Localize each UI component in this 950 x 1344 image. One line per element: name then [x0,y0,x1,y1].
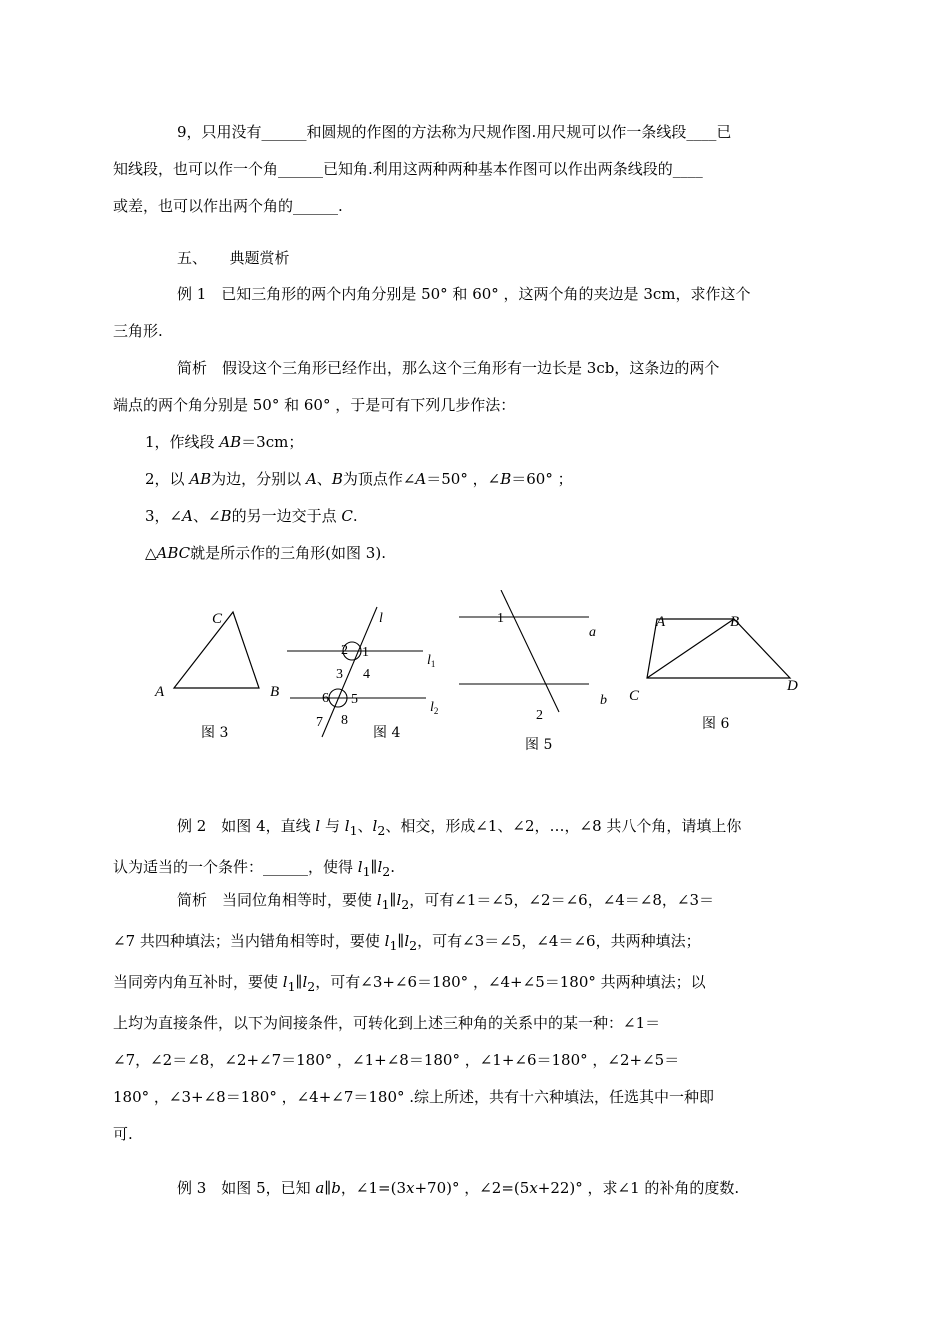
example-1-analysis: 简析 假设这个三角形已经作出，那么这个三角形有一边长是 3cb，这条边的两个 端点的两个角分别是 50° 和 60° ，于是可有下列几步作法： 1，作线段 AB＝3cm； 2，以 AB为边，分别以 A、B为顶点作∠A＝50° ，∠B＝60° ； 3，∠A、∠B的另一边交于点 C. △ABC就是所示作的三角形(如图 3). [113,359,720,562]
example-3: 例 3 如图 5，已知 a∥b，∠1=(3x+70)° ，∠2=(5x+22)° ，求∠1 的补角的度数. [177,1179,740,1197]
fig4-label-l: l [379,611,383,626]
q9-line1: 9，只用没有______和圆规的作图的方法称为尺规作图.用尺规可以作一条线段____已 [177,123,732,141]
fig5-angle-1: 1 [497,611,504,626]
example-1 [113,276,805,350]
fig5-caption: 图 5 [525,737,553,753]
ex1-line2: 三角形. [113,322,163,340]
fig6-label-a: A [656,614,666,630]
fig3-label-a: A [155,684,165,700]
figure-5 [459,590,589,712]
trapezoid-abdc [647,619,790,678]
fig6-label-b: B [730,614,740,630]
fig3-label-c: C [212,611,223,627]
figure-4 [287,607,426,737]
fig4-angle-7: 7 [316,715,323,730]
q9-line3: 或差，也可以作出两个角的______. [113,197,343,215]
fig4-label-l2: $l_2$ [430,700,439,716]
fig4-angle-8: 8 [341,713,348,728]
transversal [501,590,559,712]
fig4-angle-5: 5 [351,692,358,707]
fig4-angle-4: 4 [363,667,370,682]
figure-6 [647,619,790,678]
ex1-line1: 例 1 已知三角形的两个内角分别是 50° 和 60° ，这两个角的夹边是 3cm，求作这个 [177,285,751,303]
fig4-angle-1: 1 [362,645,369,660]
q9-line2: 知线段，也可以作一个角______已知角.利用这两种两种基本作图可以作出两条线段的____ [113,160,703,178]
fig3-label-b: B [270,684,280,700]
conclusion: △ABC就是所示作的三角形(如图 3). [145,544,386,562]
fig6-label-c: C [629,688,640,704]
figures-row [0,590,950,770]
step-3: 3，∠A、∠B的另一边交于点 C. [145,507,358,525]
fig4-angle-6: 6 [322,691,329,706]
fig4-angle-3: 3 [336,667,343,682]
fig4-caption: 图 4 [373,725,401,741]
section-title: 五、 典题赏析 [177,249,290,267]
fig3-caption: 图 3 [201,725,229,741]
step-2: 2，以 AB为边，分别以 A、B为顶点作∠A＝50° ，∠B＝60° ； [145,470,573,488]
fig6-caption: 图 6 [702,716,730,732]
fig5-label-a: a [589,625,596,640]
example-2: 例 2 如图 4，直线 l 与 $l_1$、$l_2$、相交，形成∠1、∠2，…，∠8 共八个角，请填上你 认为适当的一个条件：______，使得 $l_1\parallel l_2$. [113,817,742,879]
example-2-analysis: 简析 当同位角相等时，要使 $l_1\parallel l_2$，可有∠1＝∠5，∠2＝∠6，∠4＝∠8，∠3＝ ∠7 共四种填法；当内错角相等时，要使 $l_1\parallel l_2$，可有∠3＝∠5，∠4＝∠6，共两种填法； 当同旁内角互补时，要使 $l_1\parallel l_2$，可有∠3+∠6＝180° ，∠4+∠5＝180° 共两种填法；以 上均为直接条件，以下为间接条件，可转化到上述三种角的关系中的某一种：∠1＝ ∠7，∠2＝∠8，∠2+∠7＝180° ，∠1+∠8＝180° ，∠1+∠6＝180° ，∠2+∠5＝ 180° ，∠3+∠8＝180° ，∠4+∠7＝180° .综上所述，共有十六种填法，任选其中一种即 可. [113,891,715,1143]
fig5-label-b: b [600,693,607,708]
fig6-label-d: D [787,678,798,694]
question-9 [113,114,805,225]
step-1: 1，作线段 AB＝3cm； [145,433,304,451]
fig5-angle-2: 2 [536,708,543,723]
fig4-angle-2: 2 [341,643,348,658]
fig4-label-l1: $l_1$ [427,653,436,669]
